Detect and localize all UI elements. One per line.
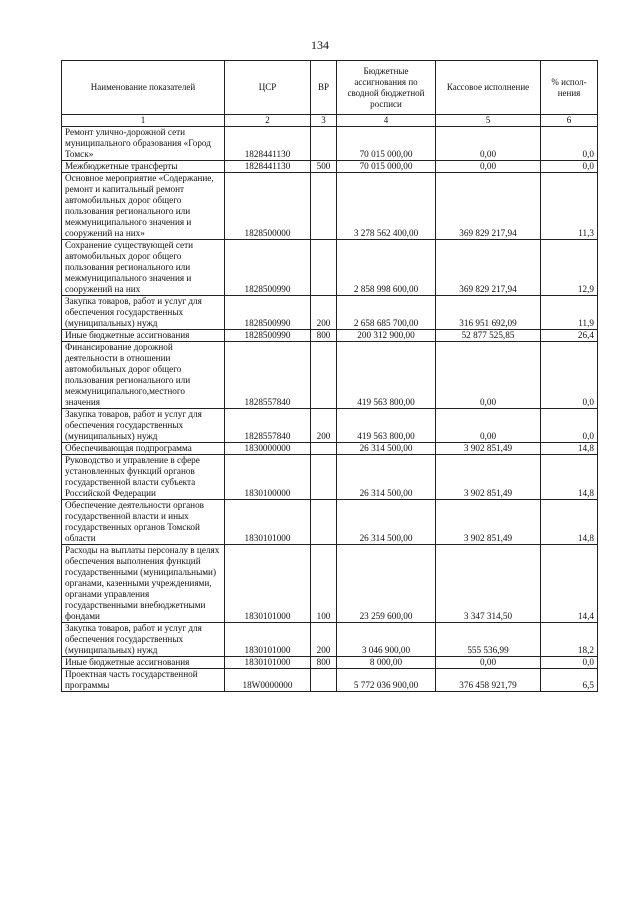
- table-header-row: [62, 61, 598, 115]
- row-cash-cell: 3 902 851,49: [436, 500, 541, 545]
- row-budget-cell: 2 858 998 600,00: [337, 240, 436, 296]
- table-row: [62, 127, 598, 161]
- table-row: [62, 455, 598, 500]
- row-pct-cell: 0,0: [541, 127, 598, 161]
- row-csr-cell: 1828500990: [225, 296, 311, 330]
- row-cash-cell: 3 347 314,50: [436, 545, 541, 623]
- row-budget-cell: 3 046 900,00: [337, 623, 436, 657]
- row-cash-cell: 555 536,99: [436, 623, 541, 657]
- row-budget-cell: 26 314 500,00: [337, 443, 436, 455]
- row-csr-cell: 1830101000: [225, 623, 311, 657]
- table-row: [62, 342, 598, 409]
- row-vr-cell: 800: [311, 657, 337, 669]
- row-name-cell: Сохранение существующей сети автомобильных дорог общего пользования регионального или межмуниципального значения и сооружений на них: [62, 240, 225, 296]
- row-budget-cell: 26 314 500,00: [337, 500, 436, 545]
- row-pct-cell: 18,2: [541, 623, 598, 657]
- row-cash-cell: 0,00: [436, 127, 541, 161]
- row-name-cell: Иные бюджетные ассигнования: [62, 330, 225, 342]
- column-number: 4: [337, 115, 436, 127]
- row-cash-cell: 0,00: [436, 657, 541, 669]
- header-cash: Кассовое исполнение: [436, 61, 541, 115]
- row-cash-cell: 3 902 851,49: [436, 455, 541, 500]
- header-budget: Бюджетные ассигнования по сводной бюджетной росписи: [337, 61, 436, 115]
- row-vr-cell: [311, 342, 337, 409]
- column-number: 6: [541, 115, 598, 127]
- row-vr-cell: [311, 240, 337, 296]
- row-budget-cell: 26 314 500,00: [337, 455, 436, 500]
- column-number: 3: [311, 115, 337, 127]
- row-cash-cell: 3 902 851,49: [436, 443, 541, 455]
- row-budget-cell: 8 000,00: [337, 657, 436, 669]
- header-pct: % испол-нения: [541, 61, 598, 115]
- row-vr-cell: 100: [311, 545, 337, 623]
- table-row: [62, 409, 598, 443]
- row-csr-cell: 1828557840: [225, 342, 311, 409]
- row-name-cell: Ремонт улично-дорожной сети муниципального образования «Город Томск»: [62, 127, 225, 161]
- row-name-cell: Основное мероприятие «Содержание, ремонт и капитальный ремонт автомобильных дорог общего пользования регионального или межмуниципального значения и сооружений на них»: [62, 173, 225, 240]
- row-pct-cell: 0,0: [541, 342, 598, 409]
- row-vr-cell: [311, 173, 337, 240]
- row-csr-cell: 1830101000: [225, 545, 311, 623]
- row-budget-cell: 419 563 800,00: [337, 342, 436, 409]
- page-number: 134: [311, 38, 329, 52]
- row-pct-cell: 0,0: [541, 657, 598, 669]
- table-row: [62, 240, 598, 296]
- row-vr-cell: 200: [311, 623, 337, 657]
- row-budget-cell: 419 563 800,00: [337, 409, 436, 443]
- row-budget-cell: 200 312 900,00: [337, 330, 436, 342]
- row-pct-cell: 6,5: [541, 669, 598, 692]
- header-vr: ВР: [311, 61, 337, 115]
- row-vr-cell: [311, 500, 337, 545]
- row-csr-cell: 18W0000000: [225, 669, 311, 692]
- row-budget-cell: 23 259 600,00: [337, 545, 436, 623]
- column-number-row: [62, 115, 598, 127]
- row-csr-cell: 1828500990: [225, 330, 311, 342]
- table-row: [62, 443, 598, 455]
- column-number: 2: [225, 115, 311, 127]
- row-name-cell: Закупка товаров, работ и услуг для обеспечения государственных (муниципальных) нужд: [62, 296, 225, 330]
- row-csr-cell: 1828500990: [225, 240, 311, 296]
- row-name-cell: Проектная часть государственной программы: [62, 669, 225, 692]
- header-name: Наименование показателей: [62, 61, 225, 115]
- row-budget-cell: 70 015 000,00: [337, 127, 436, 161]
- row-cash-cell: 0,00: [436, 342, 541, 409]
- row-cash-cell: 0,00: [436, 409, 541, 443]
- row-csr-cell: 1830101000: [225, 657, 311, 669]
- table-row: [62, 657, 598, 669]
- row-pct-cell: 14,4: [541, 545, 598, 623]
- table-row: [62, 623, 598, 657]
- row-vr-cell: [311, 443, 337, 455]
- budget-execution-table: [61, 60, 598, 692]
- row-cash-cell: 369 829 217,94: [436, 173, 541, 240]
- row-vr-cell: [311, 127, 337, 161]
- row-pct-cell: 14,8: [541, 500, 598, 545]
- row-cash-cell: 0,00: [436, 161, 541, 173]
- row-vr-cell: 500: [311, 161, 337, 173]
- row-csr-cell: 1830000000: [225, 443, 311, 455]
- table-row: [62, 500, 598, 545]
- row-pct-cell: 11,9: [541, 296, 598, 330]
- row-csr-cell: 1830101000: [225, 500, 311, 545]
- row-vr-cell: [311, 669, 337, 692]
- column-number: 5: [436, 115, 541, 127]
- row-pct-cell: 12,9: [541, 240, 598, 296]
- table-row: [62, 161, 598, 173]
- row-name-cell: Расходы на выплаты персоналу в целях обеспечения выполнения функций государственными (муниципальными) органами, казенными учреждениями, органами управления государственными внебюджетными фондами: [62, 545, 225, 623]
- row-name-cell: Иные бюджетные ассигнования: [62, 657, 225, 669]
- table-row: [62, 669, 598, 692]
- row-csr-cell: 1828441130: [225, 161, 311, 173]
- row-budget-cell: 3 278 562 400,00: [337, 173, 436, 240]
- row-csr-cell: 1828441130: [225, 127, 311, 161]
- column-number: 1: [62, 115, 225, 127]
- row-pct-cell: 0,0: [541, 161, 598, 173]
- row-pct-cell: 26,4: [541, 330, 598, 342]
- row-cash-cell: 52 877 525,85: [436, 330, 541, 342]
- row-budget-cell: 2 658 685 700,00: [337, 296, 436, 330]
- row-vr-cell: 200: [311, 296, 337, 330]
- header-csr: ЦСР: [225, 61, 311, 115]
- row-cash-cell: 316 951 692,09: [436, 296, 541, 330]
- row-pct-cell: 0,0: [541, 409, 598, 443]
- row-name-cell: Межбюджетные трансферты: [62, 161, 225, 173]
- row-csr-cell: 1830100000: [225, 455, 311, 500]
- row-name-cell: Руководство и управление в сфере установленных функций органов государственной власти субъекта Российской Федерации: [62, 455, 225, 500]
- row-pct-cell: 14,8: [541, 443, 598, 455]
- row-pct-cell: 11,3: [541, 173, 598, 240]
- row-name-cell: Обеспечивающая подпрограмма: [62, 443, 225, 455]
- row-name-cell: Закупка товаров, работ и услуг для обеспечения государственных (муниципальных) нужд: [62, 409, 225, 443]
- row-budget-cell: 5 772 036 900,00: [337, 669, 436, 692]
- table-row: [62, 296, 598, 330]
- table-row: [62, 173, 598, 240]
- row-vr-cell: [311, 455, 337, 500]
- row-name-cell: Закупка товаров, работ и услуг для обеспечения государственных (муниципальных) нужд: [62, 623, 225, 657]
- row-budget-cell: 70 015 000,00: [337, 161, 436, 173]
- row-vr-cell: 800: [311, 330, 337, 342]
- table-row: [62, 545, 598, 623]
- row-cash-cell: 376 458 921,79: [436, 669, 541, 692]
- row-pct-cell: 14,8: [541, 455, 598, 500]
- row-name-cell: Финансирование дорожной деятельности в отношении автомобильных дорог общего пользования регионального или межмуниципального,местного значения: [62, 342, 225, 409]
- table-row: [62, 330, 598, 342]
- row-csr-cell: 1828500000: [225, 173, 311, 240]
- row-vr-cell: 200: [311, 409, 337, 443]
- row-cash-cell: 369 829 217,94: [436, 240, 541, 296]
- row-csr-cell: 1828557840: [225, 409, 311, 443]
- row-name-cell: Обеспечение деятельности органов государственной власти и иных государственных органов Томской области: [62, 500, 225, 545]
